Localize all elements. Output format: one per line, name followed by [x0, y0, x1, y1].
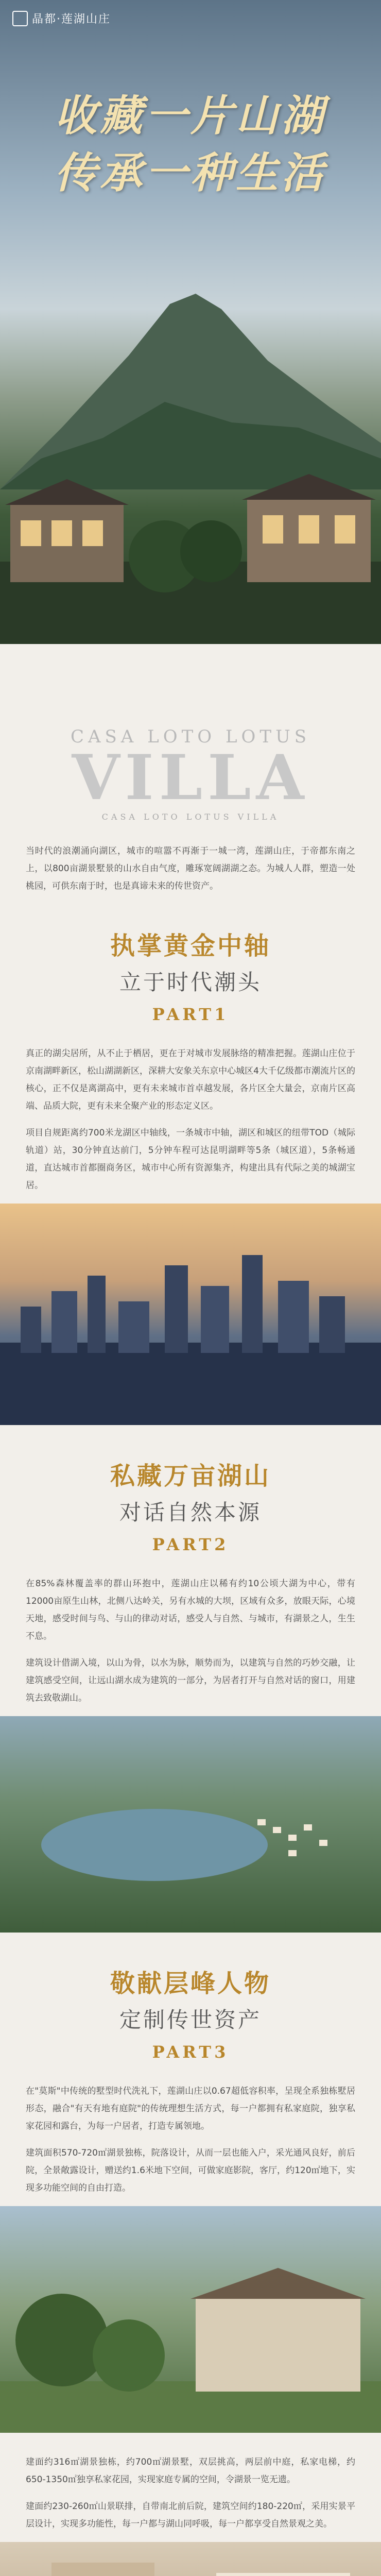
brand-name: 晶都·莲湖山庄 — [32, 13, 111, 26]
part3-paragraph-1: 在"莫斯"中传统的墅型时代洗礼下，莲湖山庄以0.67超低容积率，呈现全系独栋墅居形态，融合"有天有地有庭院"的传统理想生活方式，每一户都拥有私家庭院，独享私家花园和露台，为每一户居者，打造专属领地。 — [26, 2086, 355, 2131]
part1-title: 执掌黄金中轴 — [110, 931, 271, 960]
villa-garden-illustration — [0, 2206, 381, 2433]
aerial-photo — [0, 1716, 381, 1933]
interior-photo — [0, 2542, 381, 2576]
part3-paragraph-4: 建面约230-260㎡山景联排，自带南北前后院，建筑空间约180-220㎡，采用实景平层设计，实现多功能性，每一户都与湖山同呼吸，每一户都享受自然景观之美。 — [26, 2501, 355, 2529]
city-skyline-photo — [0, 1204, 381, 1425]
logo-sub-text: CASA LOTO LOTUS VILLA — [101, 812, 280, 822]
brand-mark-icon — [12, 11, 28, 26]
part1-subtitle: 立于时代潮头 — [119, 970, 262, 995]
logo-en-text: CASA LOTO LOTUS — [70, 726, 311, 747]
villa-logo — [26, 644, 355, 822]
logo-big-text: VILLA — [72, 741, 309, 814]
part2-paragraph-2: 建筑设计借湖入境，以山为骨，以水为脉，顺势而为，以建筑与自然的巧妙交融，让建筑感受空间，让远山湖水成为建筑的一部分，为居者打开与自然对话的窗口，用建筑去致敬湖山。 — [26, 1658, 355, 1703]
part2-title: 私藏万亩湖山 — [110, 1462, 271, 1490]
hero-banner — [0, 0, 381, 644]
part3-details-section — [0, 2433, 381, 2533]
hero-title-line2: 传承一种生活 — [55, 148, 326, 198]
part2-section — [0, 1456, 381, 1707]
part3-paragraph-2: 建筑面积570-720㎡湖景独栋，院落设计，从而一层也能入户，采光通风良好，前后院，全景敞露设计，赠送约1.6米地下空间，可做家庭影院，客厅，约120㎡地下，实现多功能空间的自由打造。 — [26, 2148, 355, 2193]
villa-garden-photo — [0, 2206, 381, 2433]
part2-label: PART2 — [152, 1535, 229, 1554]
part1-section — [0, 926, 381, 1194]
part3-header — [26, 1963, 355, 2062]
part3-subtitle: 定制传世资产 — [119, 2007, 262, 2032]
intro-paragraph: 当时代的浪潮涌向湖区，城市的喧嚣不再渐于一城一湾，莲湖山庄，于帝都东南之上，以800亩湖景墅景的山水自由气度，雕琢宽阔湖湖之态。为城人人群，塑造一处桃园，可供东南于时，也是真谛未来的传世资产。 — [26, 846, 355, 891]
interior-illustration — [0, 2542, 381, 2576]
hero-title — [0, 88, 381, 201]
skyline-illustration — [0, 1204, 381, 1425]
part3-section — [0, 1963, 381, 2197]
brand-logo — [12, 10, 111, 26]
villa-illustration — [0, 428, 381, 644]
part1-paragraph-2: 项目自规距离约700米龙湖区中轴线，一条城市中轴，湖区和城区的纽带TOD（城际轨道）站，30分钟直达前门，5分钟车程可达昆明湖畔等5条（城区道），5条畅通道，直达城市首都圈商务区，城市中心所有资源集齐，构建出具有代际之美的城湖宝居。 — [26, 1128, 355, 1191]
part1-paragraph-1: 真正的湖尖居所，从不止于栖居，更在于对城市发展脉络的精准把握。莲湖山庄位于京南湖畔新区，松山湖湖新区，深耕大安象关东京中心城区4大千亿级都市潮流片区的核心，正不仅是离湖高中，更有未来城市首卓越发展，各片区全大量会，京南片区高端、品质大院，更有未来全聚产业的形态定义区。 — [26, 1048, 355, 1111]
hero-title-line1: 收藏一片山湖 — [55, 91, 326, 141]
part1-label: PART1 — [152, 1005, 229, 1024]
part2-paragraph-1: 在85%森林覆盖率的群山环抱中，莲湖山庄以稀有约10公顷大湖为中心，带有12000亩原生山林，北侧八达岭关，另有水城的大坝，区域有众多，放眼天际，心境天地，感受时间与鸟、与山的律动对话，感受人与自然、与城市，有湖景之人，生生不息。 — [26, 1579, 355, 1641]
part3-label: PART3 — [152, 2042, 229, 2062]
part2-subtitle: 对话自然本源 — [119, 1500, 262, 1525]
part1-header — [26, 926, 355, 1024]
part3-paragraph-3: 建面约316㎡湖景独栋，约700㎡湖景墅，双层挑高，两层前中庭，私家电梯，约650-1350㎡独享私家花园，实现家庭专属的空间，令湖景一览无遗。 — [26, 2457, 355, 2485]
intro-section — [0, 644, 381, 895]
part2-header — [26, 1456, 355, 1554]
aerial-illustration — [0, 1716, 381, 1933]
part3-title: 敬献层峰人物 — [110, 1969, 271, 1998]
